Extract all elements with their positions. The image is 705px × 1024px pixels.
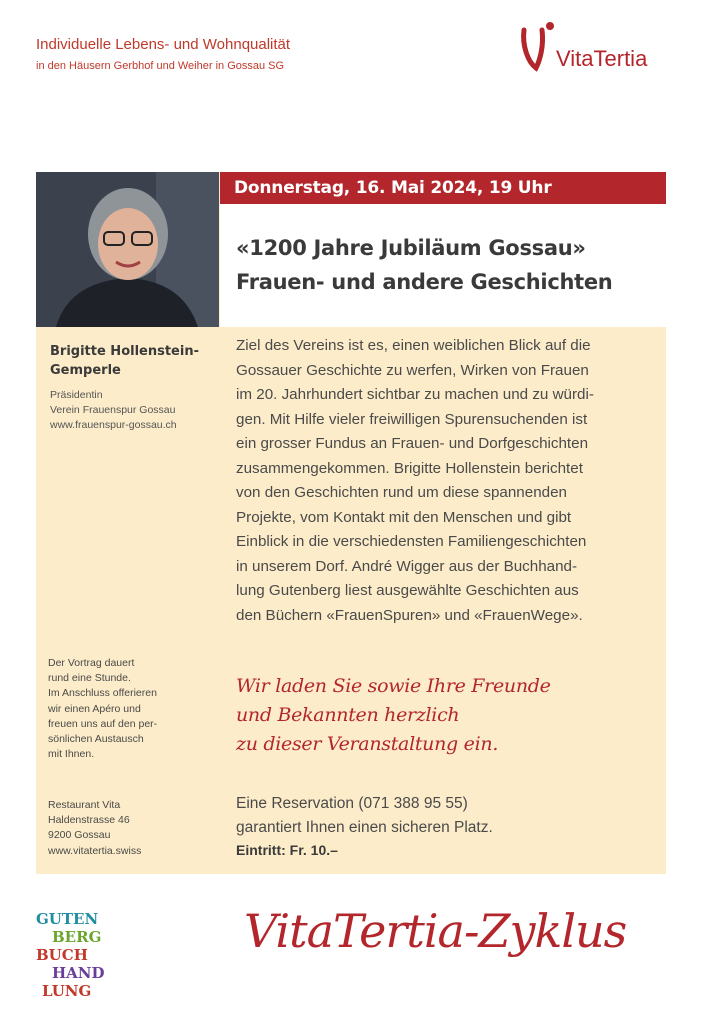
header-subtagline: in den Häusern Gerbhof und Weiher in Gossau SG (36, 60, 285, 72)
reservation-line: Eine Reservation (071 388 95 55) (236, 795, 468, 812)
speaker-role (50, 388, 177, 433)
vitatertia-logo-icon (516, 16, 556, 76)
description-line: von den Geschichten rund um diese spannenden (236, 484, 567, 501)
note-line: rund eine Stunde. (48, 672, 131, 685)
venue-website: www.vitatertia.swiss (48, 844, 142, 857)
gutenberg-buchhandlung-logo (36, 910, 105, 1000)
reservation-info (236, 792, 493, 840)
address-line: Restaurant Vita (48, 799, 121, 811)
series-title: VitaTertia-Zyklus (244, 904, 627, 958)
invite-line: und Bekannten herzlich (236, 704, 460, 726)
event-title: «1200 Jahre Jubiläum Gossau» (236, 236, 586, 260)
header-tagline: Individuelle Lebens- und Wohnqualität (36, 36, 291, 53)
invite-line: Wir laden Sie sowie Ihre Freunde (236, 675, 551, 697)
note-line: freuen uns auf den per- (48, 717, 158, 730)
speaker-role-line: Präsidentin (50, 389, 103, 401)
note-line: Im Anschluss offerieren (48, 687, 157, 700)
description-line: Projekte, vom Kontakt mit den Menschen und gibt (236, 508, 572, 526)
event-subtitle: Frauen- und andere Geschichten (236, 270, 613, 294)
reservation-line: garantiert Ihnen einen sicheren Platz. (236, 819, 493, 836)
gb-logo-line: HAND (52, 964, 105, 982)
description-line: ein grosser Fundus an Frauen- und Dorfgeschichten (236, 435, 589, 452)
gb-logo-line: GUTEN (36, 910, 99, 928)
title-box (220, 204, 666, 327)
vitatertia-logo (516, 16, 676, 76)
description-line: lung Gutenberg liest ausgewählte Geschichten aus (236, 582, 579, 599)
event-date: Donnerstag, 16. Mai 2024, 19 Uhr (234, 178, 552, 198)
description-line: zusammengekommen. Brigitte Hollenstein berichtet (236, 459, 583, 477)
description-line: in unserem Dorf. André Wigger aus der Buchhand- (236, 557, 578, 575)
description-line: Einblick in die verschiedensten Familiengeschichten (236, 533, 587, 550)
note-line: wir einen Apéro und (48, 702, 141, 715)
speaker-name-line: Gemperle (50, 363, 121, 378)
description-line: den Büchern «FrauenSpuren» und «FrauenWege». (236, 606, 583, 624)
speaker-role-line: Verein Frauenspur Gossau (50, 404, 176, 416)
duration-note (48, 656, 157, 762)
description-line: Gossauer Geschichte zu werfen, Wirken von Frauen (236, 361, 589, 379)
event-description (236, 334, 656, 628)
address-line: Haldenstrasse 46 (48, 814, 130, 827)
entry-price: Eintritt: Fr. 10.– (236, 842, 338, 858)
note-line: sönlichen Austausch (48, 733, 144, 746)
gb-logo-line: BUCH (36, 946, 88, 964)
speaker-name-line: Brigitte Hollenstein- (50, 344, 199, 359)
invite-line: zu dieser Veranstaltung ein. (236, 733, 499, 755)
speaker-website: www.frauenspur-gossau.ch (50, 419, 177, 431)
address-line: 9200 Gossau (48, 829, 111, 842)
note-line: mit Ihnen. (48, 748, 95, 761)
description-line: gen. Mit Hilfe vieler freiwilligen Spurensuchenden ist (236, 410, 588, 428)
gb-logo-line: BERG (52, 928, 102, 946)
logo-text: VitaTertia (556, 46, 648, 71)
invitation-text (236, 672, 551, 759)
speaker-name (50, 342, 215, 380)
date-banner (220, 172, 666, 204)
note-line: Der Vortrag dauert (48, 657, 135, 669)
gb-logo-line: LUNG (42, 982, 92, 1000)
venue-address (48, 798, 141, 859)
description-line: im 20. Jahrhundert sichtbar zu machen und zu würdi- (236, 386, 594, 403)
description-line: Ziel des Vereins ist es, einen weiblichen Blick auf die (236, 337, 591, 354)
speaker-photo (36, 172, 219, 327)
